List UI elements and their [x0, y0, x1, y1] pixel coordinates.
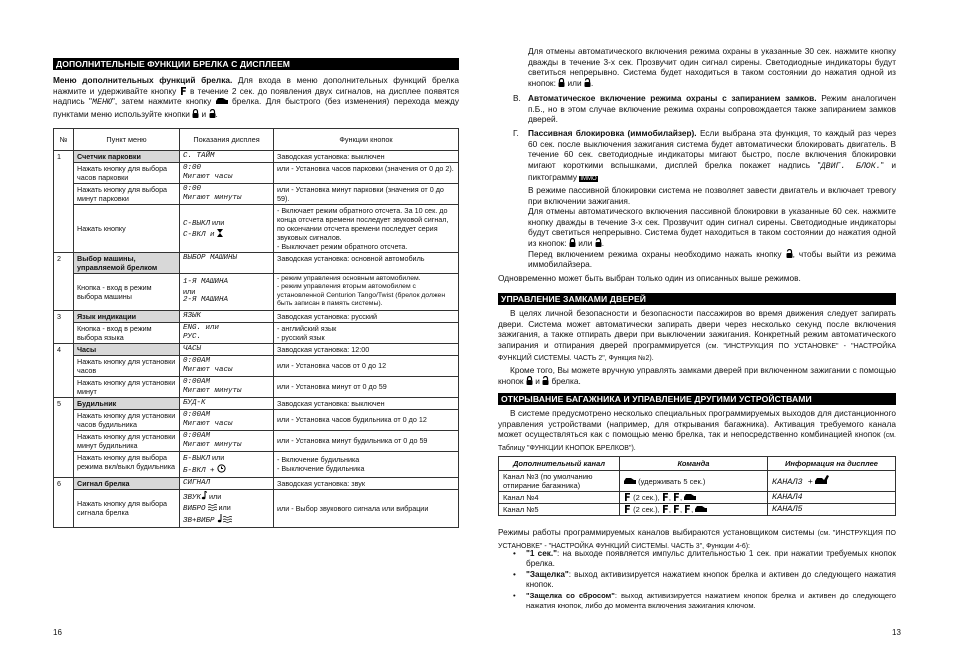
- car-trunk-icon: [684, 493, 696, 501]
- list-item: [512, 570, 896, 591]
- row-display: 1-Я МАШИНА: [183, 278, 229, 287]
- row-or: или: [183, 287, 196, 297]
- row-item: Нажать кнопку для установки часов будильника: [74, 409, 180, 430]
- row-display-2: ВИБРО: [183, 504, 206, 513]
- row-item: Выбор машины, управляемой брелком: [74, 253, 180, 274]
- row-display: 0:00AM: [183, 356, 211, 365]
- row-item: Счетчик парковки: [74, 151, 180, 163]
- col-command: Команда: [620, 457, 768, 471]
- alarm-clock-icon: [217, 464, 226, 473]
- table-row: [54, 205, 459, 253]
- table-row: [54, 451, 459, 477]
- car-trunk-open-icon: [815, 475, 829, 485]
- bold-heading: Автоматическое включение режима охраны с запиранием замков.: [528, 93, 817, 103]
- row-item: Нажать кнопку для выбора режима вкл/выкл будильника: [74, 451, 180, 477]
- command-text: (2 сек.),: [633, 493, 660, 502]
- row-func: или - Установка минут от 0 до 59: [274, 376, 459, 397]
- text-reference: (см. Таблицу "ФУНКЦИИ КНОПОК БРЕЛКОВ").: [498, 432, 896, 452]
- row-or: или: [209, 491, 222, 501]
- text-or: или: [578, 237, 593, 248]
- row-display: ЗВУК: [183, 493, 202, 502]
- row-num: 1: [54, 151, 74, 253]
- row-item: Часы: [74, 343, 180, 355]
- text: Режимы работы программируемых каналов выбираются установщиком системы: [498, 527, 815, 537]
- row-item: Нажать кнопку для установки часов: [74, 355, 180, 376]
- row-func-1: - Включает режим обратного отсчета. За 10 сек. до конца отсчета времени последует звуковой сигнал, по окончании отсчета времени последует серия звуковых сигналов.: [277, 206, 449, 242]
- menu-table: [53, 128, 459, 528]
- row-func: или - Установка минут парковки (значения от 0 до 59).: [274, 184, 459, 205]
- table-row: [54, 409, 459, 430]
- intro-text-4: брелка. Для быстрого (без изменения) перехода между пунктами меню используйте кнопки: [53, 96, 459, 119]
- text: Если выбрана эта функция, то каждый раз через 60 сек. после выключения зажигания система будет автоматически блокировать двигатель. В течение 60 сек. светодиодные индикаторы мигают быстро, после включения блокировки мигают короткими вспышками, дисплей брелка покажет надпись ": [528, 128, 897, 170]
- page-number: 16: [53, 628, 62, 637]
- row-num: 5: [54, 397, 74, 477]
- table-header-row: [54, 129, 459, 151]
- row-item: Нажать кнопку для выбора часов парковки: [74, 163, 180, 184]
- row-display: С-ВЫКЛ: [183, 219, 211, 228]
- section-header: ДОПОЛНИТЕЛЬНЫЕ ФУНКЦИИ БРЕЛКА С ДИСПЛЕЕМ: [53, 58, 459, 70]
- table-row: [54, 151, 459, 163]
- intro-menu: МЕНЮ: [91, 98, 112, 108]
- row-display-note: Мигают минуты: [183, 194, 242, 202]
- row-display: ENG. или: [183, 323, 220, 332]
- row-display: БУД-К: [180, 397, 274, 409]
- text-reference: (см. "ИНСТРУКЦИЯ ПО УСТАНОВКЕ" - "НАСТРОЙКА ФУНКЦИЙ СИСТЕМЫ. ЧАСТЬ 2", Функция №2).: [498, 342, 896, 363]
- row-func: Заводская установка: 12:00: [274, 343, 459, 355]
- lock-closed-icon: [192, 109, 199, 118]
- list-item-bold: "1 сек.": [526, 549, 557, 558]
- row-display: 0:00: [183, 185, 202, 193]
- intro-paragraph: Меню дополнительных функций брелка. Для входа в меню дополнительных функций брелка нажмите и удерживайте кнопку в течение 2 сек. до появления двух сигналов, на дисплее появятся надпись "МЕНЮ", затем нажмите кнопку брелка. Для быстрого (без изменения) перехода между пунктами меню используйте кнопки и .: [53, 75, 459, 119]
- lock-closed-icon: [526, 376, 533, 385]
- col-num: №: [54, 129, 74, 151]
- table-row: [54, 163, 459, 184]
- row-display: 0:00AM: [183, 410, 211, 419]
- display-info: КАНАЛ3 +: [772, 477, 813, 487]
- table-row: [54, 355, 459, 376]
- row-func: или - Установка минут будильника от 0 до 59: [274, 430, 459, 451]
- row-display-note: Мигают часы: [183, 173, 233, 181]
- row-func: Заводская установка: звук: [274, 477, 459, 489]
- channel-name: Канал №5: [499, 504, 620, 516]
- intro-bold: Меню дополнительных функций брелка.: [53, 75, 233, 85]
- row-item: Сигнал брелка: [74, 477, 180, 489]
- row-func-1: - Включение будильника: [277, 455, 360, 465]
- row-func-2: - Выключение будильника: [277, 464, 365, 474]
- table-row: [54, 184, 459, 205]
- page-number: 13: [892, 628, 901, 637]
- car-trunk-icon: [695, 505, 707, 513]
- display-info: КАНАЛ4: [768, 492, 896, 504]
- col-channel: Дополнительный канал: [499, 457, 620, 471]
- intro-text-3: ", затем нажмите кнопку: [111, 96, 212, 107]
- intro-and: и: [201, 108, 207, 119]
- text: , чтобы выйти из режима иммобилайзера.: [528, 248, 896, 270]
- row-display: С. ТАЙМ: [180, 151, 274, 163]
- lock-closed-icon: [558, 78, 565, 87]
- row-or: или: [212, 452, 225, 462]
- row-item: Нажать кнопку для установки минут будильника: [74, 430, 180, 451]
- row-item: Нажать кнопку: [74, 205, 180, 253]
- lock-open-icon: [209, 109, 216, 118]
- modes-list: [512, 549, 896, 611]
- item-label-g: Г.: [513, 128, 519, 138]
- row-func: Заводская установка: выключен: [274, 151, 459, 163]
- row-item: Нажать кнопку для выбора сигнала брелка: [74, 489, 180, 527]
- f-button-icon: [180, 87, 187, 95]
- music-note-icon: [201, 491, 207, 500]
- display-info: КАНАЛ5: [768, 504, 896, 516]
- row-func: или - Установка часов будильника от 0 до 12: [274, 409, 459, 430]
- f-button-icon: [662, 493, 669, 501]
- row-num: 4: [54, 343, 74, 397]
- row-func-1: - английский язык: [277, 323, 337, 333]
- table-row: [54, 397, 459, 409]
- display-text: ДВИГ. БЛОК.: [820, 161, 881, 171]
- row-func: Заводская установка: основной автомобиль: [274, 253, 459, 274]
- text: брелка.: [551, 375, 581, 386]
- paragraph-immobilizer: Пассивная блокировка (иммобилайзер). Если выбрана эта функция, то каждый раз через 60 сек. после выключения зажигания система будет автоматически блокировать двигатель. В течение 60 сек. светодиодные индикаторы мигают быстро, после включения блокировки мигают короткими вспышками, дисплей брелка покажет надпись "ДВИГ. БЛОК." и пиктограмму IMMO В режиме пассивной блокировки система не позволяет завести двигатель и включает тревогу при включении зажигания. Для отмены автоматического включения пассивной блокировки в указанные 60 сек. нажмите кнопку дважды в течение 3-х сек. Прозвучит один сигнал сирены. Светодиодные индикаторы будут светиться непрерывно. Система будет находиться в таком состоянии до нажатия одной из кнопок: или . Перед включением режима охраны необходимо нажать кнопку , чтобы выйти из режима иммобилайзера.: [528, 128, 897, 270]
- row-or-2: или: [218, 502, 231, 512]
- row-func-2: - Выключает режим обратного отсчета.: [277, 242, 408, 251]
- row-display: 0:00AM: [183, 431, 211, 440]
- immo-icon: IMMO: [580, 176, 597, 183]
- lock-closed-icon: [569, 238, 576, 247]
- lock-open-icon: [595, 238, 602, 247]
- row-or: или: [212, 217, 225, 227]
- text-reference: (см. "ИНСТРУКЦИЯ ПО УСТАНОВКЕ" - "НАСТРОЙКА ФУНКЦИЙ СИСТЕМЫ. ЧАСТЬ 3", Функции 4-6):: [498, 530, 896, 550]
- lock-open-icon: [584, 78, 591, 87]
- channel-name: Канал №4: [499, 492, 620, 504]
- row-display: 0:00AM: [183, 377, 211, 386]
- row-item: Нажать кнопку для установки минут: [74, 376, 180, 397]
- row-display-note: Мигают минуты: [183, 440, 242, 449]
- paragraph-one-mode: Одновременно может быть выбран только один из описанных выше режимов.: [498, 273, 801, 283]
- row-display: Б-ВЫКЛ: [183, 454, 211, 463]
- vibration-icon: [223, 516, 232, 523]
- text-and: и: [535, 375, 540, 386]
- table-row: [54, 310, 459, 322]
- lock-open-icon: [786, 249, 793, 258]
- table-row: [54, 322, 459, 343]
- row-func: или - Установка часов парковки (значения от 0 до 2).: [274, 163, 459, 184]
- table-row: [54, 253, 459, 274]
- row-display: 0:00: [183, 164, 202, 172]
- col-item: Пункт меню: [74, 129, 180, 151]
- row-display: ЯЗЫК: [180, 310, 274, 322]
- table-row: [54, 489, 459, 527]
- section-header-locks: УПРАВЛЕНИЕ ЗАМКАМИ ДВЕРЕЙ: [498, 293, 896, 305]
- row-display-note: Мигают часы: [183, 365, 233, 374]
- row-func: или - Установка часов от 0 до 12: [274, 355, 459, 376]
- table-row: Канал №5 (2 сек.), , , , КАНАЛ5: [499, 504, 896, 516]
- text: В системе предусмотрено несколько специальных программируемых выходов для дистанционного управления устройствами (например, для открывания багажника). Активация требуемого канала может осуществляться как с помощью меню брелка, так и непосредственно комбинацией кнопок: [498, 408, 896, 440]
- row-func-2: - режим управления вторым автомобилем с установленной Centurion Tango/Twist (брелок должен быть записан в память системы).: [277, 283, 446, 308]
- table-header-row: [499, 457, 896, 471]
- command-text: (удерживать 5 сек.): [638, 476, 706, 486]
- list-item-text: : выход активизируется нажатием кнопок брелка и активен до следующего нажатия кнопок, либо до момента включения зажигания ключом.: [526, 590, 896, 611]
- row-display-2: С-ВКЛ и: [183, 230, 215, 239]
- row-display: ВЫБОР МАШИНЫ: [180, 253, 274, 274]
- table-row: Канал №4 (2 сек.), , , КАНАЛ4: [499, 492, 896, 504]
- list-item-text: : на выходе появляется импульс длительностью 1 сек. при нажатии требуемых кнопок брелка.: [526, 549, 896, 569]
- f-button-icon: [673, 505, 680, 513]
- text: Перед включением режима охраны необходимо нажать кнопку: [528, 248, 782, 259]
- row-func: или - Выбор звукового сигнала или вибрации: [274, 489, 459, 527]
- car-trunk-icon: [216, 97, 228, 105]
- row-display-2: РУС.: [183, 332, 202, 341]
- row-item: Будильник: [74, 397, 180, 409]
- col-display: Показания дисплея: [180, 129, 274, 151]
- row-display-2: 2-Я МАШИНА: [183, 296, 229, 305]
- text: В целях личной безопасности и безопасности пассажиров во время движения следует запирать двери. Система может автоматически запирать двери через несколько секунд после включения зажигания, а также отпирать двери при выключении зажигания. Конкретный режим автоматического запирания и отпирания дверей программируется: [498, 308, 896, 350]
- paragraph-cancel-auto: Для отмены автоматического включения режима охраны в указанные 30 сек. нажмите кнопку дважды в течение 3-х сек. Прозвучит один сигнал сирены. Светодиодные индикаторы будут светиться непрерывно. Система будет находиться в таком состоянии до нажатия одной из кнопок: или .: [528, 46, 896, 88]
- text: Для отмены автоматического включения режима охраны в указанные 30 сек. нажмите кнопку дважды в течение 3-х сек. Прозвучит один сигнал сирены. Светодиодные индикаторы будут светиться непрерывно. Система будет находиться в таком состоянии до нажатия одной из кнопок:: [528, 46, 896, 88]
- list-item-bold: "Защелка": [526, 569, 569, 579]
- f-button-icon: [673, 493, 680, 501]
- row-display: ЧАСЫ: [180, 343, 274, 355]
- table-row: [54, 430, 459, 451]
- paragraph-locks: [498, 308, 896, 386]
- text: Для отмены автоматического включения пассивной блокировки в указанные 60 сек. нажмите кнопку дважды в течение 3-х сек. Прозвучит один сигнал сирены. Светодиодные индикаторы будут светиться непрерывно. Система будет находиться в таком состоянии до нажатия одной из кнопок:: [528, 206, 896, 248]
- row-func: Заводская установка: русский: [274, 310, 459, 322]
- item-label-v: В.: [513, 93, 521, 103]
- table-row: [499, 471, 896, 492]
- paragraph-auto-locks: [528, 93, 896, 125]
- hourglass-icon: [217, 229, 223, 237]
- intro-text-2: в течение 2 сек. до появления двух сигналов, на дисплее появятся надпись ": [53, 85, 459, 107]
- paragraph-trunk: [498, 408, 896, 454]
- row-display-3: ЗВ+ВИБР: [183, 516, 215, 525]
- list-item-bold: "Защелка со сбросом": [526, 590, 615, 600]
- row-display: СИГНАЛ: [180, 477, 274, 489]
- row-display-note: Мигают минуты: [183, 386, 242, 395]
- intro-text-1: Для входа в меню дополнительных функций брелка нажмите и удерживайте кнопку: [53, 75, 459, 96]
- row-func-1: - режим управления основным автомобилем.: [277, 275, 421, 282]
- row-item: Кнопка - вход в режим выбора языка: [74, 322, 180, 343]
- row-num: 3: [54, 310, 74, 343]
- row-item: Нажать кнопку для выбора минут парковки: [74, 184, 180, 205]
- f-button-icon: [624, 493, 631, 501]
- col-functions: Функции кнопок: [274, 129, 459, 151]
- table-row: [54, 376, 459, 397]
- row-display-note: Мигают часы: [183, 419, 233, 428]
- row-item: Кнопка - вход в режим выбора машины: [74, 274, 180, 311]
- bold-heading: Пассивная блокировка (иммобилайзер).: [528, 128, 697, 138]
- list-item: [512, 591, 896, 612]
- channel-name: Канал №3 (по умолчанию отпирание багажника): [499, 471, 620, 492]
- row-func: Заводская установка: выключен: [274, 397, 459, 409]
- section-header-trunk: ОТКРЫВАНИЕ БАГАЖНИКА И УПРАВЛЕНИЕ ДРУГИМИ УСТРОЙСТВАМИ: [498, 393, 896, 405]
- col-display-info: Информация на дисплее: [768, 457, 896, 471]
- table-row: [54, 343, 459, 355]
- row-item: Язык индикации: [74, 310, 180, 322]
- channel-table: [498, 456, 896, 516]
- command-text: (2 сек.),: [633, 505, 660, 514]
- f-button-icon: [662, 505, 669, 513]
- car-trunk-icon: [624, 477, 636, 485]
- text: В режиме пассивной блокировки система не позволяет завести двигатель и включает тревогу при включении зажигания.: [528, 184, 896, 206]
- list-item-text: : выход активизируется нажатием кнопок брелка и активен до следующего нажатия кнопок.: [526, 569, 896, 590]
- vibration-icon: [208, 504, 217, 511]
- row-func-2: - русский язык: [277, 332, 325, 342]
- text-or: или: [567, 77, 582, 88]
- text: Режим аналогичен п.Б., но в этом случае включение режима охраны сопровождается также запиранием замков дверей.: [528, 93, 896, 125]
- table-row: [54, 274, 459, 311]
- row-num: 6: [54, 477, 74, 527]
- text: " и пиктограмму: [528, 159, 896, 183]
- row-display-2: Б-ВКЛ +: [183, 466, 215, 475]
- f-button-icon: [624, 505, 631, 513]
- text: Кроме того, Вы можете вручную управлять замками дверей при включенном зажигании с помощью кнопок: [498, 364, 896, 386]
- lock-open-icon: [542, 376, 549, 385]
- f-button-icon: [684, 505, 691, 513]
- list-item: [512, 549, 896, 570]
- table-row: [54, 477, 459, 489]
- row-num: 2: [54, 253, 74, 311]
